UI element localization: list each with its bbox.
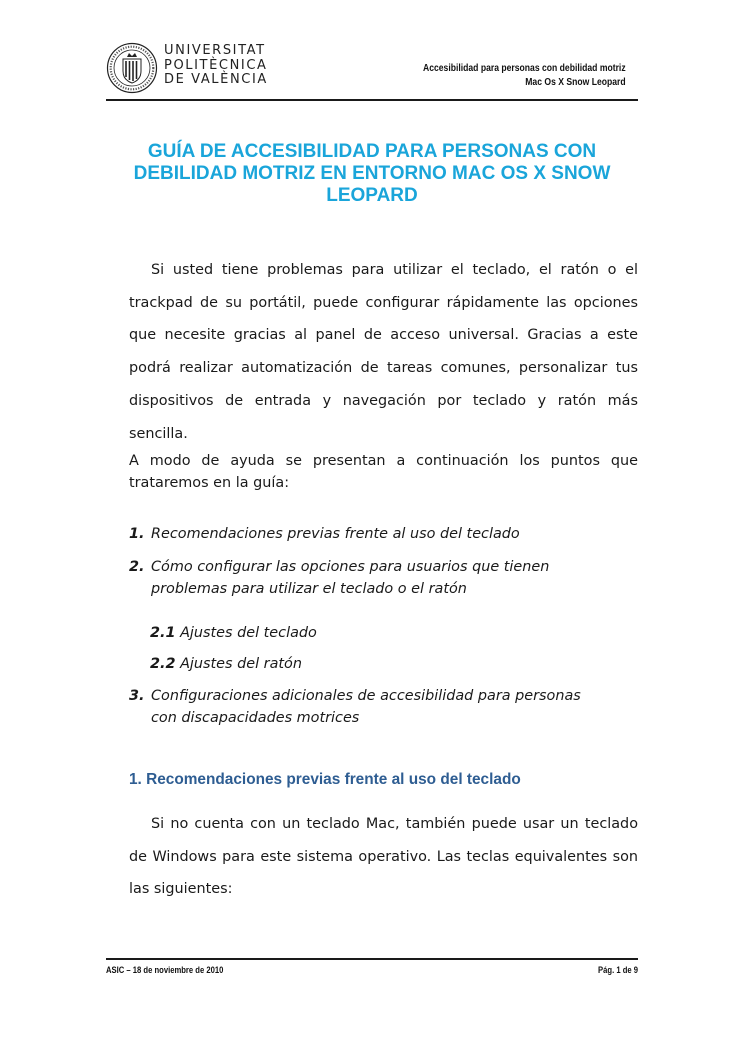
toc-item-1-number: 1. [129,526,145,542]
toc-item-2 [129,556,638,600]
header-doc-title-line-1: Accesibilidad para personas con debilidad motriz [423,63,626,74]
intro-paragraph: Si usted tiene problemas para utilizar el teclado, el ratón o el trackpad de su portátil, puede configurar rápidamente las opciones que necesite gracias al panel de acceso universal. Gracias a este podrá realizar automatización de tareas comunes, personalizar tus dispositivos de entrada y navegación por teclado y ratón más sencilla. [129,262,638,442]
header-doc-title-line-2: Mac Os X Snow Leopard [525,77,626,88]
toc-item-2-text: Cómo configurar las opciones para usuarios que tienen problemas para utilizar el teclado o el ratón [151,559,550,597]
footer-divider [106,958,638,960]
toc-item-1-text: Recomendaciones previas frente al uso del teclado [151,526,520,542]
university-seal-icon [106,42,158,94]
toc-subitem-2-2-number: 2.2 [150,656,176,672]
footer-left-text: ASIC – 18 de noviembre de 2010 [106,965,224,975]
footer-page-number: Pág. 1 de 9 [598,965,638,975]
university-name-line-1: UNIVERSITAT [164,43,266,58]
toc-subitem-2-1-number: 2.1 [150,625,176,641]
page-header [106,40,638,100]
header-divider [106,99,638,101]
toc-item-1 [129,523,638,545]
university-name-line-2: POLITÈCNICA [164,57,268,73]
toc-item-2-number: 2. [129,559,145,575]
page-title: GUÍA DE ACCESIBILIDAD PARA PERSONAS CON DEBILIDAD MOTRIZ EN ENTORNO MAC OS X SNOW LEOPARD [133,141,611,206]
university-name [164,44,268,88]
section-1-paragraph: Si no cuenta con un teclado Mac, también puede usar un teclado de Windows para este sistema operativo. Las teclas equivalentes son las siguientes: [129,816,638,898]
toc-item-3-text: Configuraciones adicionales de accesibilidad para personas con discapacidades motrices [151,688,581,726]
toc-subitem-2-1-text: Ajustes del teclado [180,625,317,641]
toc-subitem-2-1 [150,622,317,644]
university-name-line-3: DE VALÈNCIA [164,72,268,87]
toc-item-3 [129,685,638,729]
toc-subitem-2-2-text: Ajustes del ratón [180,656,302,672]
toc-subitem-2-2 [150,653,302,675]
section-1-heading: 1. Recomendaciones previas frente al uso del teclado [129,771,521,788]
header-doc-title [423,62,626,90]
toc-item-3-number: 3. [129,688,145,704]
toc-intro-paragraph: A modo de ayuda se presentan a continuación los puntos que trataremos en la guía: [129,453,638,491]
